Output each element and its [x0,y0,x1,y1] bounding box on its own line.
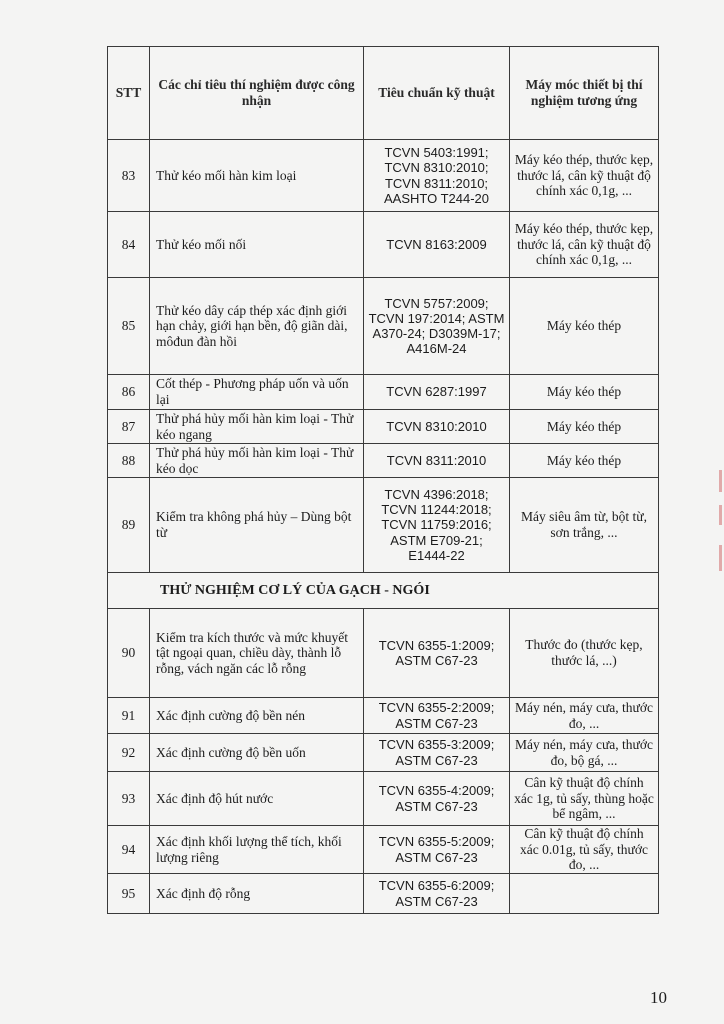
row-equipment: Máy kéo thép, thước kẹp, thước lá, cân kỹ thuật độ chính xác 0,1g, ... [510,140,659,212]
row-stt: 86 [108,375,150,410]
row-standard: TCVN 6355-6:2009; ASTM C67-23 [364,874,510,914]
row-standard: TCVN 6355-2:2009; ASTM C67-23 [364,698,510,734]
table-row [108,826,659,874]
row-criteria: Xác định độ hút nước [150,772,364,826]
scan-artifact [719,505,722,525]
row-equipment: Máy kéo thép, thước kẹp, thước lá, cân kỹ thuật độ chính xác 0,1g, ... [510,212,659,278]
row-standard: TCVN 5757:2009; TCVN 197:2014; ASTM A370-24; D3039M-17; A416M-24 [364,278,510,375]
row-stt: 85 [108,278,150,375]
table-row [108,874,659,914]
table-row [108,478,659,573]
row-equipment [510,874,659,914]
header-standard: Tiêu chuẩn kỹ thuật [364,47,510,140]
row-standard: TCVN 6355-4:2009; ASTM C67-23 [364,772,510,826]
section-row [108,573,659,609]
header-row [108,47,659,140]
row-stt: 83 [108,140,150,212]
row-stt: 92 [108,734,150,772]
row-stt: 88 [108,444,150,478]
table-row [108,609,659,698]
row-standard: TCVN 6355-1:2009; ASTM C67-23 [364,609,510,698]
row-criteria: Xác định cường độ bền uốn [150,734,364,772]
row-stt: 93 [108,772,150,826]
row-stt: 84 [108,212,150,278]
row-stt: 89 [108,478,150,573]
section-title: THỬ NGHIỆM CƠ LÝ CỦA GẠCH - NGÓI [108,573,659,609]
row-criteria: Thử phá hủy mối hàn kim loại - Thử kéo dọc [150,444,364,478]
table-row [108,734,659,772]
table-row [108,410,659,444]
row-equipment: Máy siêu âm từ, bột từ, sơn trắng, ... [510,478,659,573]
row-stt: 90 [108,609,150,698]
page-number: 10 [650,988,667,1007]
header-equipment: Máy móc thiết bị thí nghiệm tương ứng [510,47,659,140]
scan-artifact [719,470,722,492]
row-criteria: Thử kéo dây cáp thép xác định giới hạn chảy, giới hạn bền, độ giãn dài, môđun đàn hồi [150,278,364,375]
header-criteria: Các chỉ tiêu thí nghiệm được công nhận [150,47,364,140]
row-criteria: Thử kéo mối nối [150,212,364,278]
row-standard: TCVN 4396:2018; TCVN 11244:2018; TCVN 11759:2016; ASTM E709-21; E1444-22 [364,478,510,573]
table-row [108,772,659,826]
row-standard: TCVN 8310:2010 [364,410,510,444]
row-equipment: Máy nén, máy cưa, thước đo, ... [510,698,659,734]
row-standard: TCVN 5403:1991; TCVN 8310:2010; TCVN 8311:2010; AASHTO T244-20 [364,140,510,212]
row-standard: TCVN 8311:2010 [364,444,510,478]
row-equipment: Thước đo (thước kẹp, thước lá, ...) [510,609,659,698]
table-row [108,444,659,478]
row-standard: TCVN 6355-5:2009; ASTM C67-23 [364,826,510,874]
row-stt: 91 [108,698,150,734]
row-criteria: Kiểm tra không phá hủy – Dùng bột từ [150,478,364,573]
row-criteria: Xác định khối lượng thể tích, khối lượng riêng [150,826,364,874]
table-row [108,140,659,212]
row-equipment: Cân kỹ thuật độ chính xác 1g, tủ sấy, thùng hoặc bể ngâm, ... [510,772,659,826]
row-equipment: Cân kỹ thuật độ chính xác 0.01g, tủ sấy, thước đo, ... [510,826,659,874]
row-stt: 95 [108,874,150,914]
row-criteria: Thử kéo mối hàn kim loại [150,140,364,212]
row-equipment: Máy nén, máy cưa, thước đo, bộ gá, ... [510,734,659,772]
header-stt: STT [108,47,150,140]
row-criteria: Xác định cường độ bền nén [150,698,364,734]
row-equipment: Máy kéo thép [510,444,659,478]
row-standard: TCVN 8163:2009 [364,212,510,278]
row-standard: TCVN 6287:1997 [364,375,510,410]
row-criteria: Cốt thép - Phương pháp uốn và uốn lại [150,375,364,410]
row-standard: TCVN 6355-3:2009; ASTM C67-23 [364,734,510,772]
table-row [108,375,659,410]
scan-artifact [719,545,722,571]
row-equipment: Máy kéo thép [510,410,659,444]
row-stt: 87 [108,410,150,444]
table-row [108,698,659,734]
row-equipment: Máy kéo thép [510,375,659,410]
row-criteria: Kiểm tra kích thước và mức khuyết tật ngoại quan, chiều dày, thành lỗ rỗng, vách ngăn các lỗ rỗng [150,609,364,698]
row-equipment: Máy kéo thép [510,278,659,375]
table-row [108,212,659,278]
row-stt: 94 [108,826,150,874]
row-criteria: Xác định độ rỗng [150,874,364,914]
table-row [108,278,659,375]
row-criteria: Thử phá hủy mối hàn kim loại - Thử kéo ngang [150,410,364,444]
accreditation-table [107,46,659,914]
